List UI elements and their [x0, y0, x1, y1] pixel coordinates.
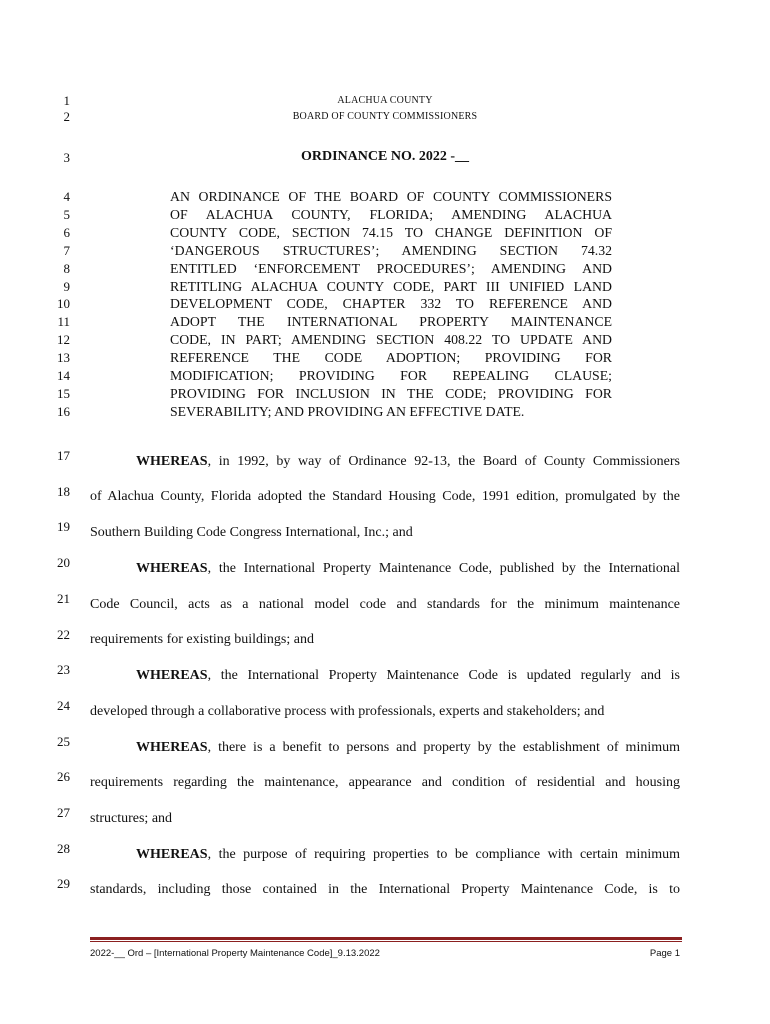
body-line: standards, including those contained in the International Property Maintenance Code, is to [90, 882, 680, 897]
abstract-line: CODE, IN PART; AMENDING SECTION 408.22 TO UPDATE AND [170, 332, 612, 347]
body-line: Southern Building Code Congress International, Inc.; and [90, 525, 413, 540]
line-number: 12 [57, 332, 70, 347]
line-number: 5 [63, 207, 70, 222]
whereas-keyword: WHEREAS [136, 668, 208, 683]
abstract-line: AN ORDINANCE OF THE BOARD OF COUNTY COMMISSIONERS [170, 189, 612, 204]
footer-document-id: 2022-__ Ord – [International Property Maintenance Code]_9.13.2022 [90, 948, 380, 959]
body-text: , the purpose of requiring properties to be compliance with certain minimum [207, 847, 680, 862]
abstract-line: OF ALACHUA COUNTY, FLORIDA; AMENDING ALACHUA [170, 207, 612, 222]
whereas-line [136, 561, 680, 577]
line-number: 2 [63, 109, 70, 124]
line-number: 10 [57, 296, 70, 311]
whereas-keyword: WHEREAS [136, 847, 208, 862]
line-number: 21 [57, 591, 70, 606]
line-number: 29 [57, 876, 70, 891]
line-number: 28 [57, 841, 70, 856]
whereas-line [136, 847, 680, 863]
line-number: 17 [57, 448, 70, 463]
header-board: BOARD OF COUNTY COMMISSIONERS [292, 111, 478, 122]
line-number: 20 [57, 555, 70, 570]
body-line: of Alachua County, Florida adopted the Standard Housing Code, 1991 edition, promulgated by the [90, 489, 680, 504]
line-number: 16 [57, 404, 70, 419]
line-number: 14 [57, 368, 70, 383]
body-line: structures; and [90, 811, 173, 826]
line-number: 22 [57, 627, 70, 642]
line-number: 23 [57, 662, 70, 677]
line-number: 13 [57, 350, 70, 365]
line-number: 18 [57, 484, 70, 499]
whereas-line [136, 668, 680, 684]
whereas-line [136, 740, 680, 756]
whereas-keyword: WHEREAS [136, 740, 208, 755]
abstract-line: REFERENCE THE CODE ADOPTION; PROVIDING FOR [170, 350, 612, 365]
abstract-line: COUNTY CODE, SECTION 74.15 TO CHANGE DEFINITION OF [170, 225, 612, 240]
body-line: requirements regarding the maintenance, appearance and condition of residential and housing [90, 775, 680, 790]
abstract-line: ‘DANGEROUS STRUCTURES’; AMENDING SECTION 74.32 [170, 243, 612, 258]
abstract-line: ENTITLED ‘ENFORCEMENT PROCEDURES’; AMENDING AND [170, 261, 612, 276]
whereas-line [136, 454, 680, 470]
line-number: 27 [57, 805, 70, 820]
line-number: 25 [57, 734, 70, 749]
abstract-line: SEVERABILITY; AND PROVIDING AN EFFECTIVE DATE. [170, 404, 525, 419]
line-number: 7 [63, 243, 70, 258]
line-number: 19 [57, 519, 70, 534]
abstract-line: MODIFICATION; PROVIDING FOR REPEALING CLAUSE; [170, 368, 612, 383]
body-line: developed through a collaborative process with professionals, experts and stakeholders; and [90, 704, 605, 719]
body-text: , there is a benefit to persons and property by the establishment of minimum [207, 740, 680, 755]
line-number: 6 [63, 225, 70, 240]
abstract-line: RETITLING ALACHUA COUNTY CODE, PART III UNIFIED LAND [170, 279, 612, 294]
line-number: 3 [63, 150, 70, 165]
footer-rule [90, 937, 682, 940]
body-text: , the International Property Maintenance Code is updated regularly and is [207, 668, 680, 683]
line-number: 26 [57, 769, 70, 784]
body-line: requirements for existing buildings; and [90, 632, 314, 647]
abstract-line: DEVELOPMENT CODE, CHAPTER 332 TO REFERENCE AND [170, 296, 612, 311]
whereas-keyword: WHEREAS [136, 561, 208, 576]
body-text: , in 1992, by way of Ordinance 92-13, the Board of County Commissioners [207, 454, 680, 469]
body-text: , the International Property Maintenance Code, published by the International [207, 561, 680, 576]
line-number: 8 [63, 261, 70, 276]
line-number: 15 [57, 386, 70, 401]
footer-rule-thin [90, 941, 682, 942]
body-line: Code Council, acts as a national model code and standards for the minimum maintenance [90, 597, 680, 612]
ordinance-title: ORDINANCE NO. 2022 -__ [301, 149, 469, 164]
abstract-line: PROVIDING FOR INCLUSION IN THE CODE; PROVIDING FOR [170, 386, 612, 401]
abstract-line: ADOPT THE INTERNATIONAL PROPERTY MAINTENANCE [170, 314, 612, 329]
line-number: 11 [57, 314, 70, 329]
footer-page-number: Page 1 [649, 948, 680, 959]
line-number: 24 [57, 698, 70, 713]
line-number: 9 [63, 279, 70, 294]
line-number: 4 [63, 189, 70, 204]
whereas-keyword: WHEREAS [136, 454, 208, 469]
header-county: ALACHUA COUNTY [337, 95, 433, 106]
line-number: 1 [63, 93, 70, 108]
